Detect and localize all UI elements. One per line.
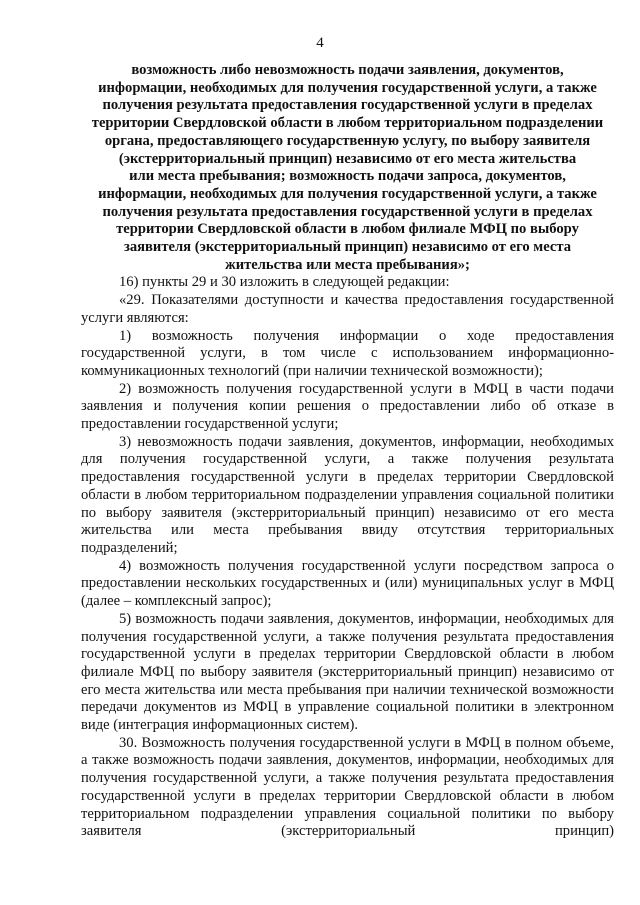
bold-amendment-text — [81, 62, 614, 274]
bold-line: органа, предоставляющего государственную услугу, по выбору заявителя — [104, 132, 591, 149]
bold-line: жительства или места пребывания»; — [225, 256, 470, 273]
page-number: 4 — [316, 35, 324, 51]
paragraph-30: 30. Возможность получения государственной услуги в МФЦ в полном объеме, а также возможность подачи заявления, документов, информации, необходимых для получения государственной услуги, а также получения результата предоставления государственной услуги в пределах территории Свердловской области в любом территориальном подразделении управления социальной политики по выбору заявителя (экстерриториальный принцип) — [81, 734, 614, 840]
bold-line: или места пребывания; возможность подачи запроса, документов, — [129, 168, 566, 185]
bold-line: информации, необходимых для получения государственной услуги, а также — [98, 79, 597, 96]
paragraph-29-item-2: 2) возможность получения государственной услуги в МФЦ в части подачи заявления и получения копии решения о предоставлении либо об отказе в предоставлении государственной услуги; — [81, 380, 614, 433]
document-body — [81, 62, 614, 841]
paragraph-item-16: 16) пункты 29 и 30 изложить в следующей редакции: — [119, 274, 450, 291]
paragraph-29-item-1: 1) возможность получения информации о ходе предоставления государственной услуги, в том числе с использованием информационно-коммуникационных технологий (при наличии технической возможности); — [81, 327, 614, 379]
paragraph-29-intro: «29. Показателями доступности и качества предоставления государственной услуги являются: — [81, 292, 614, 326]
paragraph-29-item-5: 5) возможность подачи заявления, документов, информации, необходимых для получения государственной услуги, а также получения результата предоставления государственной услуги в пределах территории Свердловской области в любом филиале МФЦ по выбору заявителя (экстерриториальный принцип) независимо от его места жительства или места пребывания при наличии технической возможности передачи документов из МФЦ в управление социальной политики в электронном виде (интеграция информационных систем). — [81, 610, 614, 734]
paragraph-29-item-3: 3) невозможность подачи заявления, документов, информации, необходимых для получения государственной услуги, а также получения результата предоставления государственной услуги в пределах территории Свердловской области в любом территориальном подразделении управления социальной политики по выбору заявителя (экстерриториальный принцип) независимо от его места жительства или места пребывания ввиду отсутствия территориальных подразделений; — [81, 433, 614, 556]
bold-line: территории Свердловской области в любом территориальном подразделении — [91, 115, 604, 132]
bold-line: возможность либо невозможность подачи заявления, документов, — [131, 62, 564, 78]
bold-line: территории Свердловской области в любом филиале МФЦ по выбору — [116, 221, 579, 238]
bold-line: заявителя (экстерриториальный принцип) независимо от его места — [123, 239, 571, 256]
bold-line: (экстерриториальный принцип) независимо от его места жительства — [118, 150, 577, 167]
paragraph-29-item-4: 4) возможность получения государственной услуги посредством запроса о предоставлении нескольких государственных и (или) муниципальных услуг в МФЦ (далее – комплексный запрос); — [81, 557, 614, 610]
bold-line: получения результата предоставления государственной услуги в пределах — [102, 203, 593, 220]
bold-line: получения результата предоставления государственной услуги в пределах — [102, 97, 593, 114]
bold-line: информации, необходимых для получения государственной услуги, а также — [98, 185, 597, 202]
